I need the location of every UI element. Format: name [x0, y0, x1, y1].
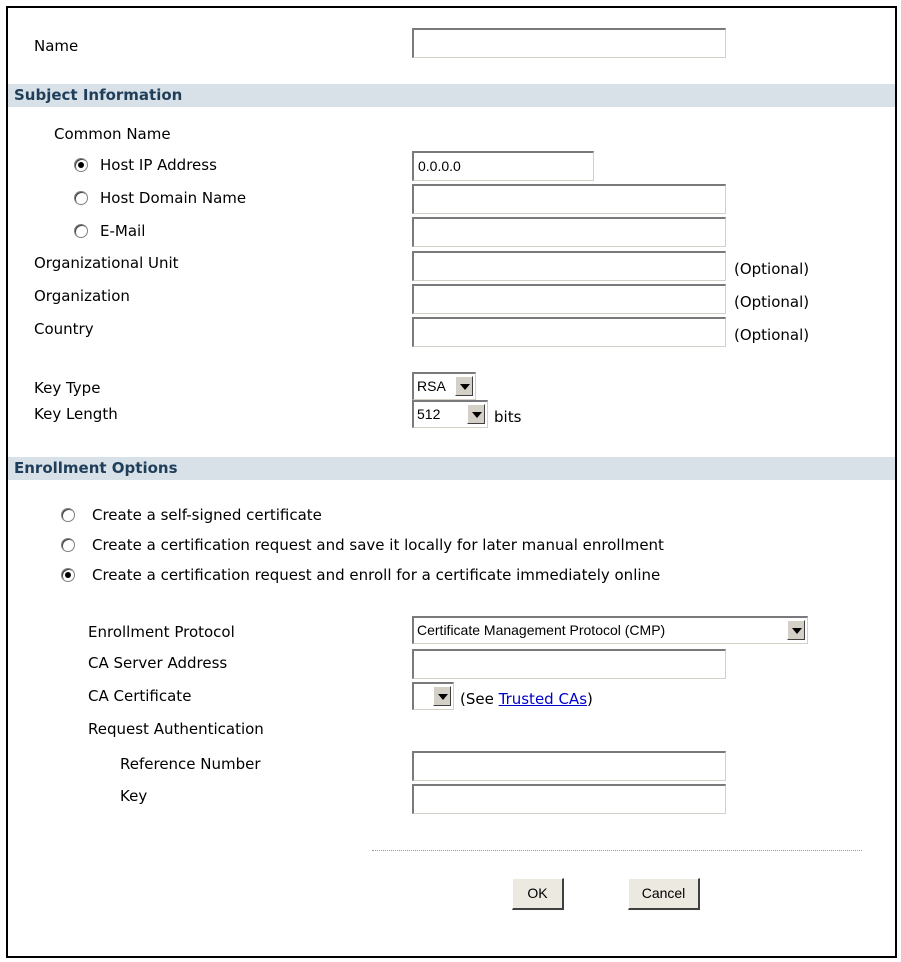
save-locally-label: Create a certification request and save it locally for later manual enrollment [92, 536, 664, 554]
ok-button[interactable]: OK [512, 878, 564, 910]
radio-selected-dot [78, 162, 84, 168]
organization-optional: (Optional) [734, 293, 810, 311]
dropdown-arrow-icon[interactable] [787, 620, 805, 640]
trusted-cas-note [460, 689, 593, 709]
footer-divider [372, 850, 862, 851]
org-unit-label: Organizational Unit [34, 254, 179, 272]
see-prefix: (See [460, 690, 499, 708]
ca-server-input[interactable] [412, 649, 726, 679]
enroll-online-label: Create a certification request and enroll for a certificate immediately online [92, 566, 661, 584]
country-input[interactable] [412, 317, 726, 347]
self-signed-radio[interactable] [61, 508, 75, 522]
key-length-value: 512 [417, 406, 441, 422]
organization-input[interactable] [412, 284, 726, 314]
ca-certificate-select[interactable] [412, 682, 454, 710]
host-domain-radio[interactable] [74, 191, 88, 205]
key-type-select[interactable] [412, 372, 476, 400]
email-label: E-Mail [100, 222, 146, 240]
org-unit-optional: (Optional) [734, 260, 810, 278]
radio-selected-dot [65, 572, 71, 578]
host-domain-label: Host Domain Name [100, 189, 247, 207]
self-signed-label: Create a self-signed certificate [92, 506, 322, 524]
country-label: Country [34, 320, 94, 338]
reference-number-label: Reference Number [120, 755, 261, 773]
country-optional: (Optional) [734, 326, 810, 344]
enrollment-protocol-value: Certificate Management Protocol (CMP) [417, 622, 666, 638]
host-ip-input[interactable]: 0.0.0.0 [412, 151, 594, 181]
key-label: Key [120, 787, 148, 805]
org-unit-input[interactable] [412, 251, 726, 281]
certificate-form [6, 6, 897, 958]
trusted-cas-link[interactable]: Trusted CAs [498, 690, 588, 708]
see-suffix: ) [587, 690, 593, 708]
dropdown-arrow-icon[interactable] [455, 376, 473, 396]
bits-label: bits [494, 408, 522, 426]
name-input[interactable] [412, 28, 726, 58]
enroll-online-radio[interactable] [61, 568, 75, 582]
reference-number-input[interactable] [412, 751, 726, 781]
host-ip-radio[interactable] [74, 158, 88, 172]
key-type-value: RSA [417, 378, 446, 394]
request-auth-label: Request Authentication [88, 720, 264, 738]
key-length-select[interactable] [412, 400, 488, 428]
key-input[interactable] [412, 784, 726, 814]
cancel-button[interactable]: Cancel [628, 878, 700, 910]
key-length-label: Key Length [34, 405, 118, 423]
enrollment-options-header: Enrollment Options [8, 457, 895, 480]
ca-server-label: CA Server Address [88, 654, 228, 672]
host-domain-input[interactable] [412, 184, 726, 214]
email-input[interactable] [412, 217, 726, 247]
enrollment-protocol-label: Enrollment Protocol [88, 623, 235, 641]
dropdown-arrow-icon[interactable] [433, 686, 451, 706]
organization-label: Organization [34, 287, 130, 305]
subject-information-header: Subject Information [8, 84, 895, 107]
key-type-label: Key Type [34, 379, 101, 397]
email-radio[interactable] [74, 224, 88, 238]
host-ip-label: Host IP Address [100, 156, 217, 174]
ca-certificate-label: CA Certificate [88, 687, 192, 705]
common-name-label: Common Name [54, 125, 171, 143]
enrollment-protocol-select[interactable] [412, 616, 808, 644]
name-label: Name [34, 37, 79, 55]
dropdown-arrow-icon[interactable] [467, 404, 485, 424]
save-locally-radio[interactable] [61, 538, 75, 552]
